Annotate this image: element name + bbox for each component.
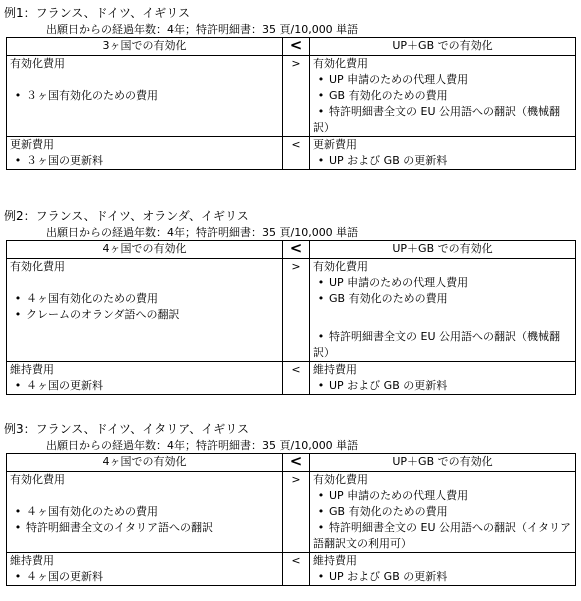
example-3-table xyxy=(6,453,576,586)
example-2-meta: 出願日からの経過年数：4年；特許明細書：35 頁/10,000 単語 xyxy=(46,226,359,239)
cell-left-bullet: • ４ヶ国の更新料 xyxy=(7,569,283,586)
example-1-meta: 出願日からの経過年数：4年；特許明細書：35 頁/10,000 単語 xyxy=(46,23,359,36)
table-row xyxy=(7,137,576,154)
cell-right-bullet: • 特許明細書全文の EU 公用語への翻訳（機械翻訳） xyxy=(310,104,576,137)
cell-right-bullet: • 特許明細書全文の EU 公用語への翻訳（機械翻訳） xyxy=(310,323,576,362)
header-right: UP＋GB での有効化 xyxy=(310,38,576,56)
cell-left-bullet: • ４ヶ国有効化のための費用 xyxy=(7,291,283,307)
table-row xyxy=(7,72,576,88)
cell-right: 有効化費用 xyxy=(310,472,576,489)
cell-right: 維持費用 xyxy=(310,553,576,570)
table-row xyxy=(7,472,576,489)
cell-right: 有効化費用 xyxy=(310,259,576,276)
cell-left: 有効化費用 xyxy=(7,56,283,73)
table-row xyxy=(7,104,576,137)
table-row xyxy=(7,275,576,291)
cell-left-bullet: • ４ヶ国の更新料 xyxy=(7,378,283,395)
cell-left: 有効化費用 xyxy=(7,259,283,276)
table-row xyxy=(7,378,576,395)
cell-comparator: > xyxy=(283,56,310,73)
cell-comparator: > xyxy=(283,472,310,489)
cell-right-bullet: • UP 申請のための代理人費用 xyxy=(310,488,576,504)
example-1-title: 例1：フランス、ドイツ、イギリス xyxy=(4,6,190,20)
cell-comparator: < xyxy=(283,137,310,154)
table-row xyxy=(7,569,576,586)
header-right: UP＋GB での有効化 xyxy=(310,454,576,472)
table-row xyxy=(7,56,576,73)
cell-left xyxy=(7,72,283,88)
table-row xyxy=(7,88,576,104)
table-header-row xyxy=(7,38,576,56)
header-comparator: < xyxy=(283,38,310,56)
table-header-row xyxy=(7,241,576,259)
table-row xyxy=(7,291,576,307)
cell-comparator: < xyxy=(283,553,310,570)
table-row xyxy=(7,362,576,379)
cell-right: 維持費用 xyxy=(310,362,576,379)
cell-left-bullet: • ３ヶ国の更新料 xyxy=(7,153,283,170)
cell-left: 維持費用 xyxy=(7,362,283,379)
example-2-table xyxy=(6,240,576,395)
header-right: UP＋GB での有効化 xyxy=(310,241,576,259)
table-row xyxy=(7,553,576,570)
cell-right: 更新費用 xyxy=(310,137,576,154)
cell-left: 有効化費用 xyxy=(7,472,283,489)
table-header-row xyxy=(7,454,576,472)
table-row xyxy=(7,520,576,553)
table-row xyxy=(7,504,576,520)
table-row xyxy=(7,259,576,276)
cell-right-bullet: • UP 申請のための代理人費用 xyxy=(310,72,576,88)
example-1-table xyxy=(6,37,576,170)
cell-right-bullet: • 特許明細書全文の EU 公用語への翻訳（イタリア語翻訳文の利用可） xyxy=(310,520,576,553)
cell-left-bullet: • クレームのオランダ語への翻訳 xyxy=(7,307,283,323)
cell-right-bullet: • UP および GB の更新料 xyxy=(310,153,576,170)
cell-right-bullet: • GB 有効化のための費用 xyxy=(310,291,576,307)
cell-comparator: < xyxy=(283,362,310,379)
cell-right-bullet: • GB 有効化のための費用 xyxy=(310,88,576,104)
cell-left-bullet: • 特許明細書全文のイタリア語への翻訳 xyxy=(7,520,283,553)
table-row xyxy=(7,323,576,362)
cell-left-bullet: • ３ヶ国有効化のための費用 xyxy=(7,88,283,104)
cell-comparator: > xyxy=(283,259,310,276)
table-row xyxy=(7,307,576,323)
cell-left: 更新費用 xyxy=(7,137,283,154)
example-3-meta: 出願日からの経過年数：4年；特許明細書：35 頁/10,000 単語 xyxy=(46,439,359,452)
cell-right-bullet: • UP および GB の更新料 xyxy=(310,378,576,395)
cell-left: 維持費用 xyxy=(7,553,283,570)
header-comparator: < xyxy=(283,454,310,472)
cell-right-bullet: • UP 申請のための代理人費用 xyxy=(310,275,576,291)
header-left: 3ヶ国での有効化 xyxy=(7,38,283,56)
header-comparator: < xyxy=(283,241,310,259)
cell-right: 有効化費用 xyxy=(310,56,576,73)
example-2-title: 例2：フランス、ドイツ、オランダ、イギリス xyxy=(4,209,249,223)
cell-right-bullet: • GB 有効化のための費用 xyxy=(310,504,576,520)
header-left: 4ヶ国での有効化 xyxy=(7,241,283,259)
table-row xyxy=(7,488,576,504)
header-left: 4ヶ国での有効化 xyxy=(7,454,283,472)
example-3-title: 例3：フランス、ドイツ、イタリア、イギリス xyxy=(4,422,249,436)
cell-left-bullet: • ４ヶ国有効化のための費用 xyxy=(7,504,283,520)
table-row xyxy=(7,153,576,170)
cell-right-bullet: • UP および GB の更新料 xyxy=(310,569,576,586)
